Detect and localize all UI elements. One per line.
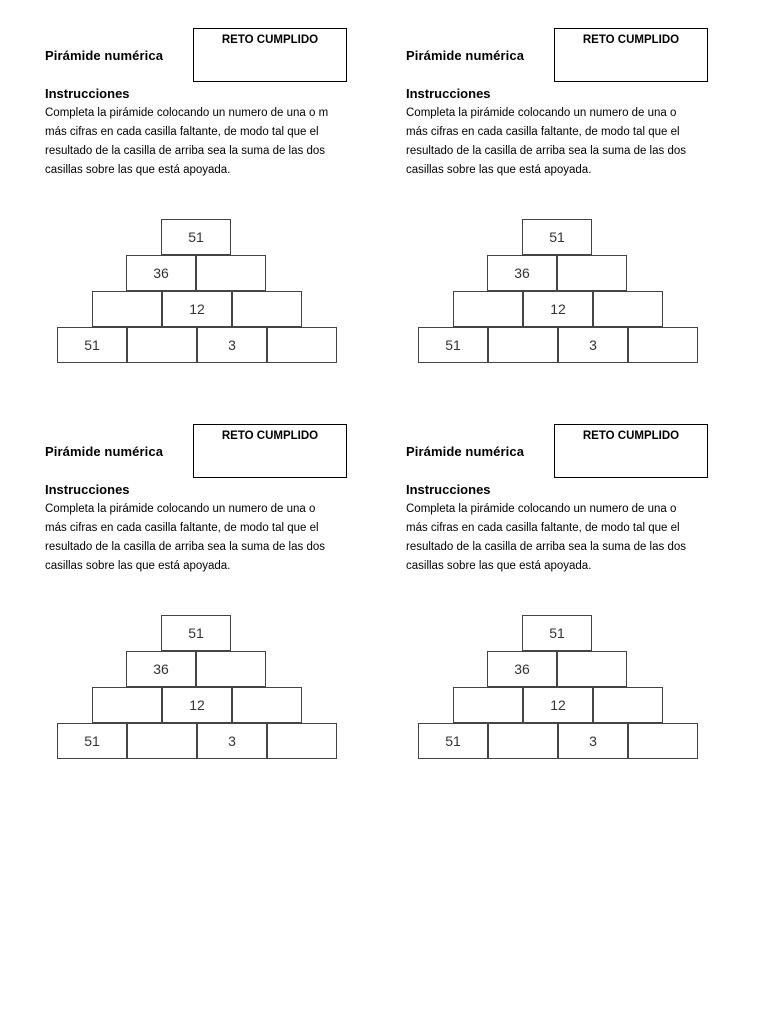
pyramid-cell: 12 <box>162 291 232 327</box>
number-pyramid <box>418 615 698 761</box>
pyramid-cell <box>127 723 197 759</box>
worksheet-card-3 <box>45 424 375 794</box>
pyramid-cell <box>196 651 266 687</box>
card-title: Pirámide numérica <box>406 444 525 459</box>
reto-cumplido-box <box>554 424 708 478</box>
pyramid-cell <box>488 723 558 759</box>
instructions-heading: Instrucciones <box>45 86 130 101</box>
instructions-text: Completa la pirámide colocando un numero de una o m más cifras en cada casilla faltante, de modo tal que el resultado de la casilla de arriba sea la suma de las dos casillas sobre las que está apoyada. <box>45 107 329 176</box>
worksheet-card-1 <box>45 28 375 398</box>
pyramid-cell <box>557 651 627 687</box>
worksheet-card-2 <box>406 28 736 398</box>
pyramid-cell <box>127 327 197 363</box>
card-title: Pirámide numérica <box>45 48 164 63</box>
pyramid-cell: 3 <box>558 723 628 759</box>
pyramid-cell: 3 <box>197 327 267 363</box>
pyramid-cell <box>232 687 302 723</box>
reto-cumplido-label: RETO CUMPLIDO <box>221 430 319 442</box>
instructions-text: Completa la pirámide colocando un numero de una o más cifras en cada casilla faltante, de modo tal que el resultado de la casilla de arriba sea la suma de las dos casillas sobre las que está apoyada. <box>45 503 325 572</box>
pyramid-cell <box>92 291 162 327</box>
worksheet-card-4 <box>406 424 736 794</box>
card-title: Pirámide numérica <box>45 444 164 459</box>
pyramid-cell: 12 <box>523 291 593 327</box>
reto-cumplido-box <box>193 424 347 478</box>
pyramid-cell: 36 <box>487 255 557 291</box>
pyramid-cell: 51 <box>522 219 592 255</box>
pyramid-cell: 36 <box>487 651 557 687</box>
pyramid-cell: 51 <box>418 723 488 759</box>
instructions-text: Completa la pirámide colocando un numero de una o más cifras en cada casilla faltante, de modo tal que el resultado de la casilla de arriba sea la suma de las dos casillas sobre las que está apoyada. <box>406 503 686 572</box>
pyramid-cell: 36 <box>126 651 196 687</box>
pyramid-cell: 12 <box>162 687 232 723</box>
number-pyramid <box>57 615 337 761</box>
pyramid-cell <box>628 723 698 759</box>
reto-cumplido-label: RETO CUMPLIDO <box>582 34 680 46</box>
pyramid-cell: 3 <box>558 327 628 363</box>
card-title: Pirámide numérica <box>406 48 525 63</box>
reto-cumplido-label: RETO CUMPLIDO <box>582 430 680 442</box>
pyramid-cell <box>628 327 698 363</box>
reto-cumplido-label: RETO CUMPLIDO <box>221 34 319 46</box>
pyramid-cell <box>92 687 162 723</box>
instructions-heading: Instrucciones <box>406 482 491 497</box>
number-pyramid <box>57 219 337 365</box>
pyramid-cell <box>593 291 663 327</box>
pyramid-cell <box>488 327 558 363</box>
pyramid-cell: 36 <box>126 255 196 291</box>
pyramid-cell <box>196 255 266 291</box>
pyramid-cell: 3 <box>197 723 267 759</box>
reto-cumplido-box <box>193 28 347 82</box>
pyramid-cell: 51 <box>522 615 592 651</box>
pyramid-cell: 51 <box>418 327 488 363</box>
pyramid-cell <box>267 723 337 759</box>
pyramid-cell: 51 <box>161 615 231 651</box>
reto-cumplido-box <box>554 28 708 82</box>
pyramid-cell: 51 <box>57 327 127 363</box>
pyramid-cell: 12 <box>523 687 593 723</box>
number-pyramid <box>418 219 698 365</box>
pyramid-cell: 51 <box>57 723 127 759</box>
pyramid-cell <box>557 255 627 291</box>
pyramid-cell <box>453 291 523 327</box>
instructions-heading: Instrucciones <box>406 86 491 101</box>
pyramid-cell <box>453 687 523 723</box>
pyramid-cell <box>267 327 337 363</box>
pyramid-cell: 51 <box>161 219 231 255</box>
instructions-text: Completa la pirámide colocando un numero de una o más cifras en cada casilla faltante, de modo tal que el resultado de la casilla de arriba sea la suma de las dos casillas sobre las que está apoyada. <box>406 107 686 176</box>
pyramid-cell <box>232 291 302 327</box>
instructions-heading: Instrucciones <box>45 482 130 497</box>
pyramid-cell <box>593 687 663 723</box>
